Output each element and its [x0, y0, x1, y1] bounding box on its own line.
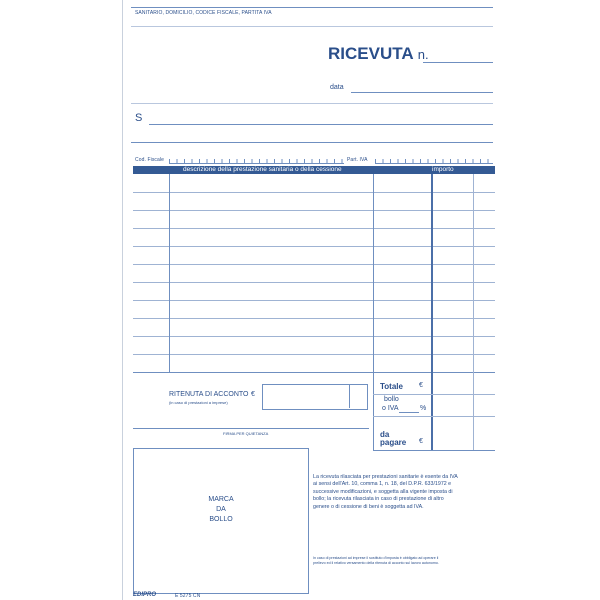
- totals-amount-col: [431, 372, 433, 450]
- brand-name: EDIPRO: [133, 592, 157, 598]
- withholding-label: RITENUTA DI ACCONTO: [169, 391, 249, 398]
- items-table: [133, 174, 495, 372]
- vat-percent-field[interactable]: [399, 412, 419, 413]
- totals-cents-col: [473, 372, 474, 450]
- receipt-title-text: RICEVUTA: [328, 44, 413, 63]
- cod-fiscale-field[interactable]: [169, 155, 344, 164]
- table-row[interactable]: [133, 228, 495, 229]
- table-bottom-rule: [133, 372, 495, 373]
- table-row[interactable]: [133, 282, 495, 283]
- receipt-title: [328, 44, 429, 64]
- to-pay-label-1: da: [380, 430, 390, 439]
- table-row[interactable]: [133, 192, 495, 193]
- amount-header: importo: [432, 166, 454, 173]
- receipt-form: [122, 0, 501, 600]
- legal-note: La ricevuta rilasciata per prestazioni sanitarie è esente da IVA ai sensi dell'Art. 10, comma 1, n. 18, del D.P.R. 633/1972 e successive modificazioni, e soggetta alla vigente imposta di bollo; la ricevuta rilasciata in caso di prestazione di altro genere o di cessione di beni è soggetta ad IVA.: [313, 474, 458, 510]
- table-row[interactable]: [133, 246, 495, 247]
- stamp-box-line-3: BOLLO: [209, 516, 233, 523]
- brand-logo: [133, 592, 156, 598]
- partita-iva-label: Part. IVA: [347, 157, 368, 163]
- withholding-amount-field[interactable]: [262, 384, 368, 410]
- vat-percent-symbol: %: [420, 405, 427, 412]
- recipient-name-field[interactable]: [149, 124, 493, 125]
- withholding-cents-divider: [349, 384, 350, 408]
- date-field[interactable]: [351, 92, 493, 93]
- form-code: E 5275 CN: [175, 593, 201, 599]
- totals-row-rule-2: [373, 416, 495, 417]
- withholding-note: (in caso di prestazioni a imprese): [169, 400, 228, 405]
- signature-field[interactable]: [133, 428, 369, 429]
- to-pay-euro-symbol: €: [419, 438, 423, 445]
- date-label: data: [330, 84, 344, 91]
- stamp-vat-label-1: bollo: [384, 396, 399, 403]
- table-col-mid: [373, 174, 374, 372]
- revenue-stamp-box[interactable]: [133, 448, 309, 594]
- table-row[interactable]: [133, 318, 495, 319]
- totals-bottom-rule: [373, 450, 495, 451]
- legal-note-secondary: In caso di prestazioni ad imprese il sostituto d'imposta è obbligato ad operare il prelievo ed il relativo versamento della ritenuta di acconto sul lavoro autonomo.: [313, 556, 439, 565]
- withholding-euro-symbol: €: [251, 391, 255, 398]
- table-row[interactable]: [133, 210, 495, 211]
- description-header: descrizione della prestazione sanitaria o della cessione: [183, 166, 342, 173]
- table-col-amount: [431, 174, 433, 372]
- total-label: Totale: [380, 382, 403, 391]
- receipt-number-label: n.: [417, 47, 429, 62]
- table-row[interactable]: [133, 300, 495, 301]
- table-row[interactable]: [133, 354, 495, 355]
- issuer-label: SANITARIO, DOMICILIO, CODICE FISCALE, PARTITA IVA: [135, 10, 272, 16]
- table-header: [133, 166, 495, 174]
- table-col-cents: [473, 174, 474, 372]
- header-top-rule: [131, 7, 493, 8]
- signature-label: FIRMA PER QUIETANZA: [223, 431, 269, 436]
- recipient-address-field[interactable]: [131, 142, 493, 143]
- table-row[interactable]: [133, 264, 495, 265]
- stamp-box-line-1: MARCA: [208, 496, 234, 503]
- table-col-left: [169, 174, 170, 372]
- totals-row-rule: [373, 394, 495, 395]
- issuer-line-2: [131, 103, 493, 104]
- stamp-box-line-2: DA: [216, 506, 226, 513]
- totals-divider: [373, 372, 374, 450]
- recipient-prefix: S: [135, 112, 143, 124]
- partita-iva-field[interactable]: [375, 155, 493, 164]
- stamp-vat-label-2: o IVA: [382, 405, 399, 412]
- total-euro-symbol: €: [419, 382, 423, 389]
- table-row[interactable]: [133, 336, 495, 337]
- cod-fiscale-label: Cod. Fiscale: [135, 157, 164, 163]
- issuer-line-1: [131, 26, 493, 27]
- receipt-number-field[interactable]: [423, 62, 493, 63]
- to-pay-label-2: pagare: [380, 438, 407, 447]
